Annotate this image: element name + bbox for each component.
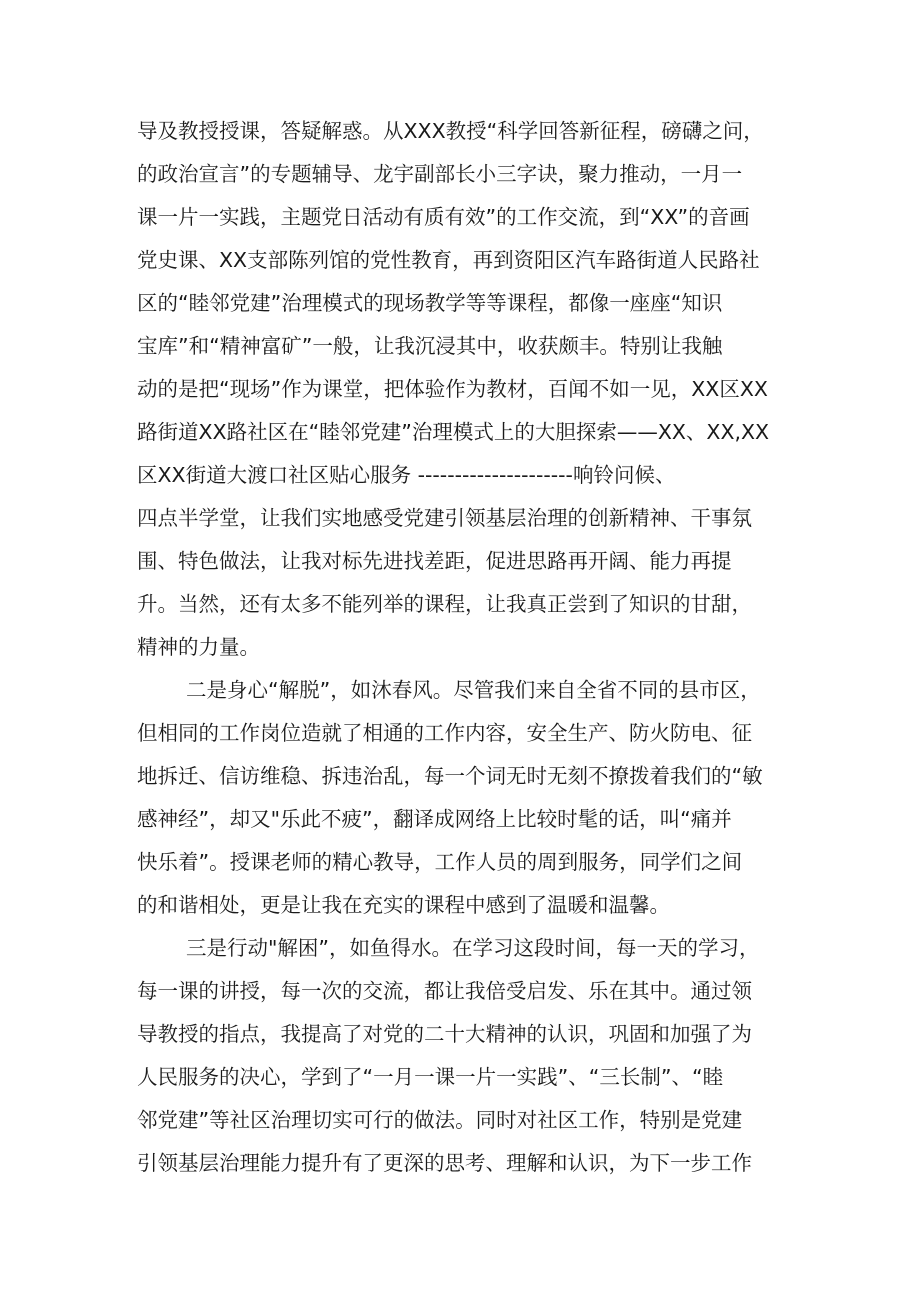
text-line: 的和谐相处，更是让我在充实的课程中感到了温暖和温馨。 xyxy=(137,893,670,917)
text-line: 邻党建”等社区治理切实可行的做法。同时对社区工作，特别是党建 xyxy=(137,1108,743,1132)
paragraph-start-line: 二是身心“解脱”，如沐春风。尽管我们来自全省不同的县市区， xyxy=(186,678,761,702)
text-line: 人民服务的决心，学到了“一月一课一片一实践”、“三长制”、“睦 xyxy=(137,1065,724,1089)
text-line: 快乐着”。授课老师的精心教导，工作人员的周到服务，同学们之间 xyxy=(137,850,743,874)
text-line: 地拆迁、信访维稳、拆违治乱，每一个词无时无刻不撩拨着我们的“敏 xyxy=(137,764,763,788)
text-line: 引领基层治理能力提升有了更深的思考、理解和认识，为下一步工作 xyxy=(137,1151,752,1175)
text-line: 感神经”，却又"乐此不疲”，翻译成网络上比较时髦的话，叫“痛并 xyxy=(137,807,732,831)
text-line: 导教授的指点，我提高了对党的二十大精神的认识，巩固和加强了为 xyxy=(137,1022,752,1046)
text-line: 课一片一实践，主题党日活动有质有效”的工作交流，到“XX”的音画 xyxy=(137,205,750,229)
paragraph-start-line: 三是行动"解困”，如鱼得水。在学习这段时间，每一天的学习， xyxy=(186,936,760,960)
text-line: 党史课、XX支部陈列馆的党性教育，再到资阳区汽车路街道人民路社 xyxy=(137,248,760,272)
text-line: 的政治宣言”的专题辅导、龙宇副部长小三字诀，聚力推动，一月一 xyxy=(137,162,743,186)
text-line: 精神的力量。 xyxy=(137,635,260,659)
text-line: 区XX街道大渡口社区贴心服务 ---------------------响铃问候、 xyxy=(137,463,676,487)
text-line: 动的是把“现场”作为课堂，把体验作为教材，百闻不如一见，XX区XX xyxy=(137,377,768,401)
text-line: 导及教授授课，答疑解惑。从XXX教授“科学回答新征程，磅礴之问， xyxy=(137,119,764,143)
text-line: 每一课的讲授，每一次的交流，都让我倍受启发、乐在其中。通过领 xyxy=(137,979,752,1003)
text-line: 路街道XX路社区在“睦邻党建”治理模式上的大胆探索——XX、XX,XX xyxy=(137,420,770,444)
text-line: 围、特色做法，让我对标先进找差距，促进思路再开阔、能力再提 xyxy=(137,549,732,573)
text-line: 升。当然，还有太多不能列举的课程，让我真正尝到了知识的甘甜， xyxy=(137,592,752,616)
text-line: 四点半学堂，让我们实地感受党建引领基层治理的创新精神、干事氛 xyxy=(137,506,752,530)
text-line: 但相同的工作岗位造就了相通的工作内容，安全生产、防火防电、征 xyxy=(137,721,752,745)
text-line: 区的“睦邻党建”治理模式的现场教学等等课程，都像一座座“知识 xyxy=(137,291,723,315)
text-line: 宝库”和“精神富矿”一般，让我沉浸其中，收获颇丰。特别让我触 xyxy=(137,334,723,358)
